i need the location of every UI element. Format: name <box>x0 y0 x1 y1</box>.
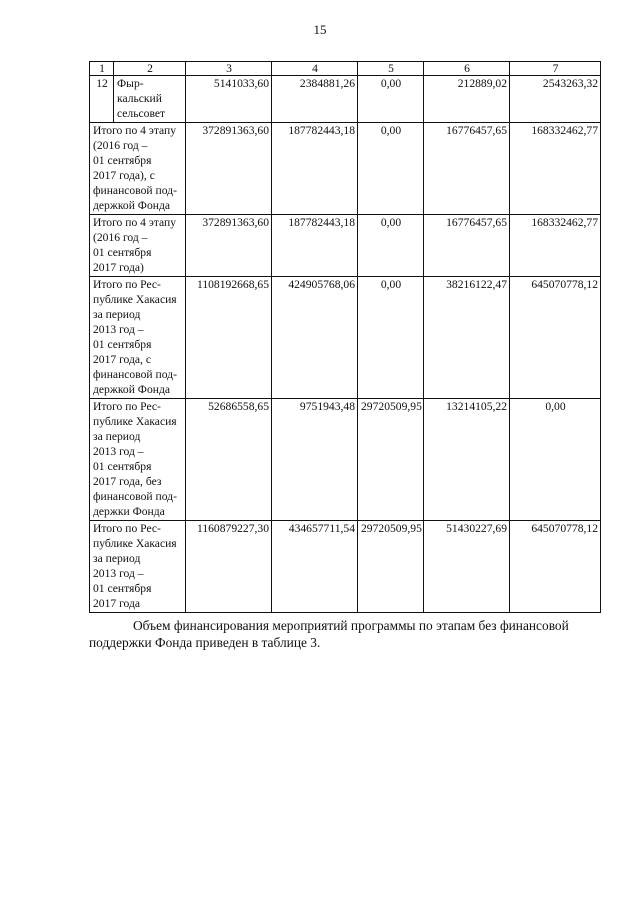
row-label: Итого по Рес- публике Хакасия за период 2013 год – 01 сентября 2017 года, с финансовой под- держкой Фонда <box>90 277 186 399</box>
column-header: 7 <box>510 62 601 76</box>
row-label: Итого по 4 этапу (2016 год – 01 сентября 2017 года) <box>90 215 186 277</box>
financing-table <box>89 61 601 613</box>
table-row <box>90 521 601 613</box>
column-header: 2 <box>114 62 186 76</box>
column-header: 5 <box>358 62 424 76</box>
cell-col7: 2543263,32 <box>510 76 601 123</box>
cell-col5: 29720509,95 <box>358 399 424 521</box>
cell-col6: 16776457,65 <box>424 215 510 277</box>
row-label: Итого по Рес- публике Хакасия за период 2013 год – 01 сентября 2017 года <box>90 521 186 613</box>
cell-col7: 168332462,77 <box>510 123 601 215</box>
cell-col3: 52686558,65 <box>186 399 272 521</box>
page-number: 15 <box>313 22 327 37</box>
row-label: Итого по 4 этапу (2016 год – 01 сентября 2017 года), с финансовой под- держкой Фонда <box>90 123 186 215</box>
body-paragraph <box>89 617 605 651</box>
cell-col6: 13214105,22 <box>424 399 510 521</box>
cell-col5: 0,00 <box>358 123 424 215</box>
table-row <box>90 277 601 399</box>
row-number: 12 <box>90 76 114 123</box>
cell-col3: 5141033,60 <box>186 76 272 123</box>
row-label: Фыр- кальский сельсовет <box>114 76 186 123</box>
table-row <box>90 215 601 277</box>
cell-col4: 187782443,18 <box>272 215 358 277</box>
cell-col6: 16776457,65 <box>424 123 510 215</box>
column-header: 3 <box>186 62 272 76</box>
cell-col6: 51430227,69 <box>424 521 510 613</box>
column-header: 1 <box>90 62 114 76</box>
cell-col4: 424905768,06 <box>272 277 358 399</box>
cell-col5: 0,00 <box>358 215 424 277</box>
paragraph-line: Объем финансирования мероприятий программы по этапам без финансовой <box>133 618 569 633</box>
cell-col4: 434657711,54 <box>272 521 358 613</box>
table-row <box>90 76 601 123</box>
cell-col4: 2384881,26 <box>272 76 358 123</box>
column-header: 6 <box>424 62 510 76</box>
cell-col7: 0,00 <box>510 399 601 521</box>
cell-col5: 0,00 <box>358 277 424 399</box>
cell-col7: 645070778,12 <box>510 277 601 399</box>
column-header: 4 <box>272 62 358 76</box>
cell-col3: 372891363,60 <box>186 123 272 215</box>
cell-col5: 0,00 <box>358 76 424 123</box>
cell-col6: 38216122,47 <box>424 277 510 399</box>
cell-col5: 29720509,95 <box>358 521 424 613</box>
cell-col6: 212889,02 <box>424 76 510 123</box>
paragraph-line: поддержки Фонда приведен в таблице 3. <box>89 635 321 650</box>
table-row <box>90 399 601 521</box>
cell-col3: 372891363,60 <box>186 215 272 277</box>
cell-col7: 168332462,77 <box>510 215 601 277</box>
cell-col3: 1108192668,65 <box>186 277 272 399</box>
row-label: Итого по Рес- публике Хакасия за период 2013 год – 01 сентября 2017 года, без финансовой под- держки Фонда <box>90 399 186 521</box>
cell-col4: 9751943,48 <box>272 399 358 521</box>
table-header-row <box>90 62 601 76</box>
cell-col7: 645070778,12 <box>510 521 601 613</box>
cell-col4: 187782443,18 <box>272 123 358 215</box>
table-row <box>90 123 601 215</box>
cell-col3: 1160879227,30 <box>186 521 272 613</box>
